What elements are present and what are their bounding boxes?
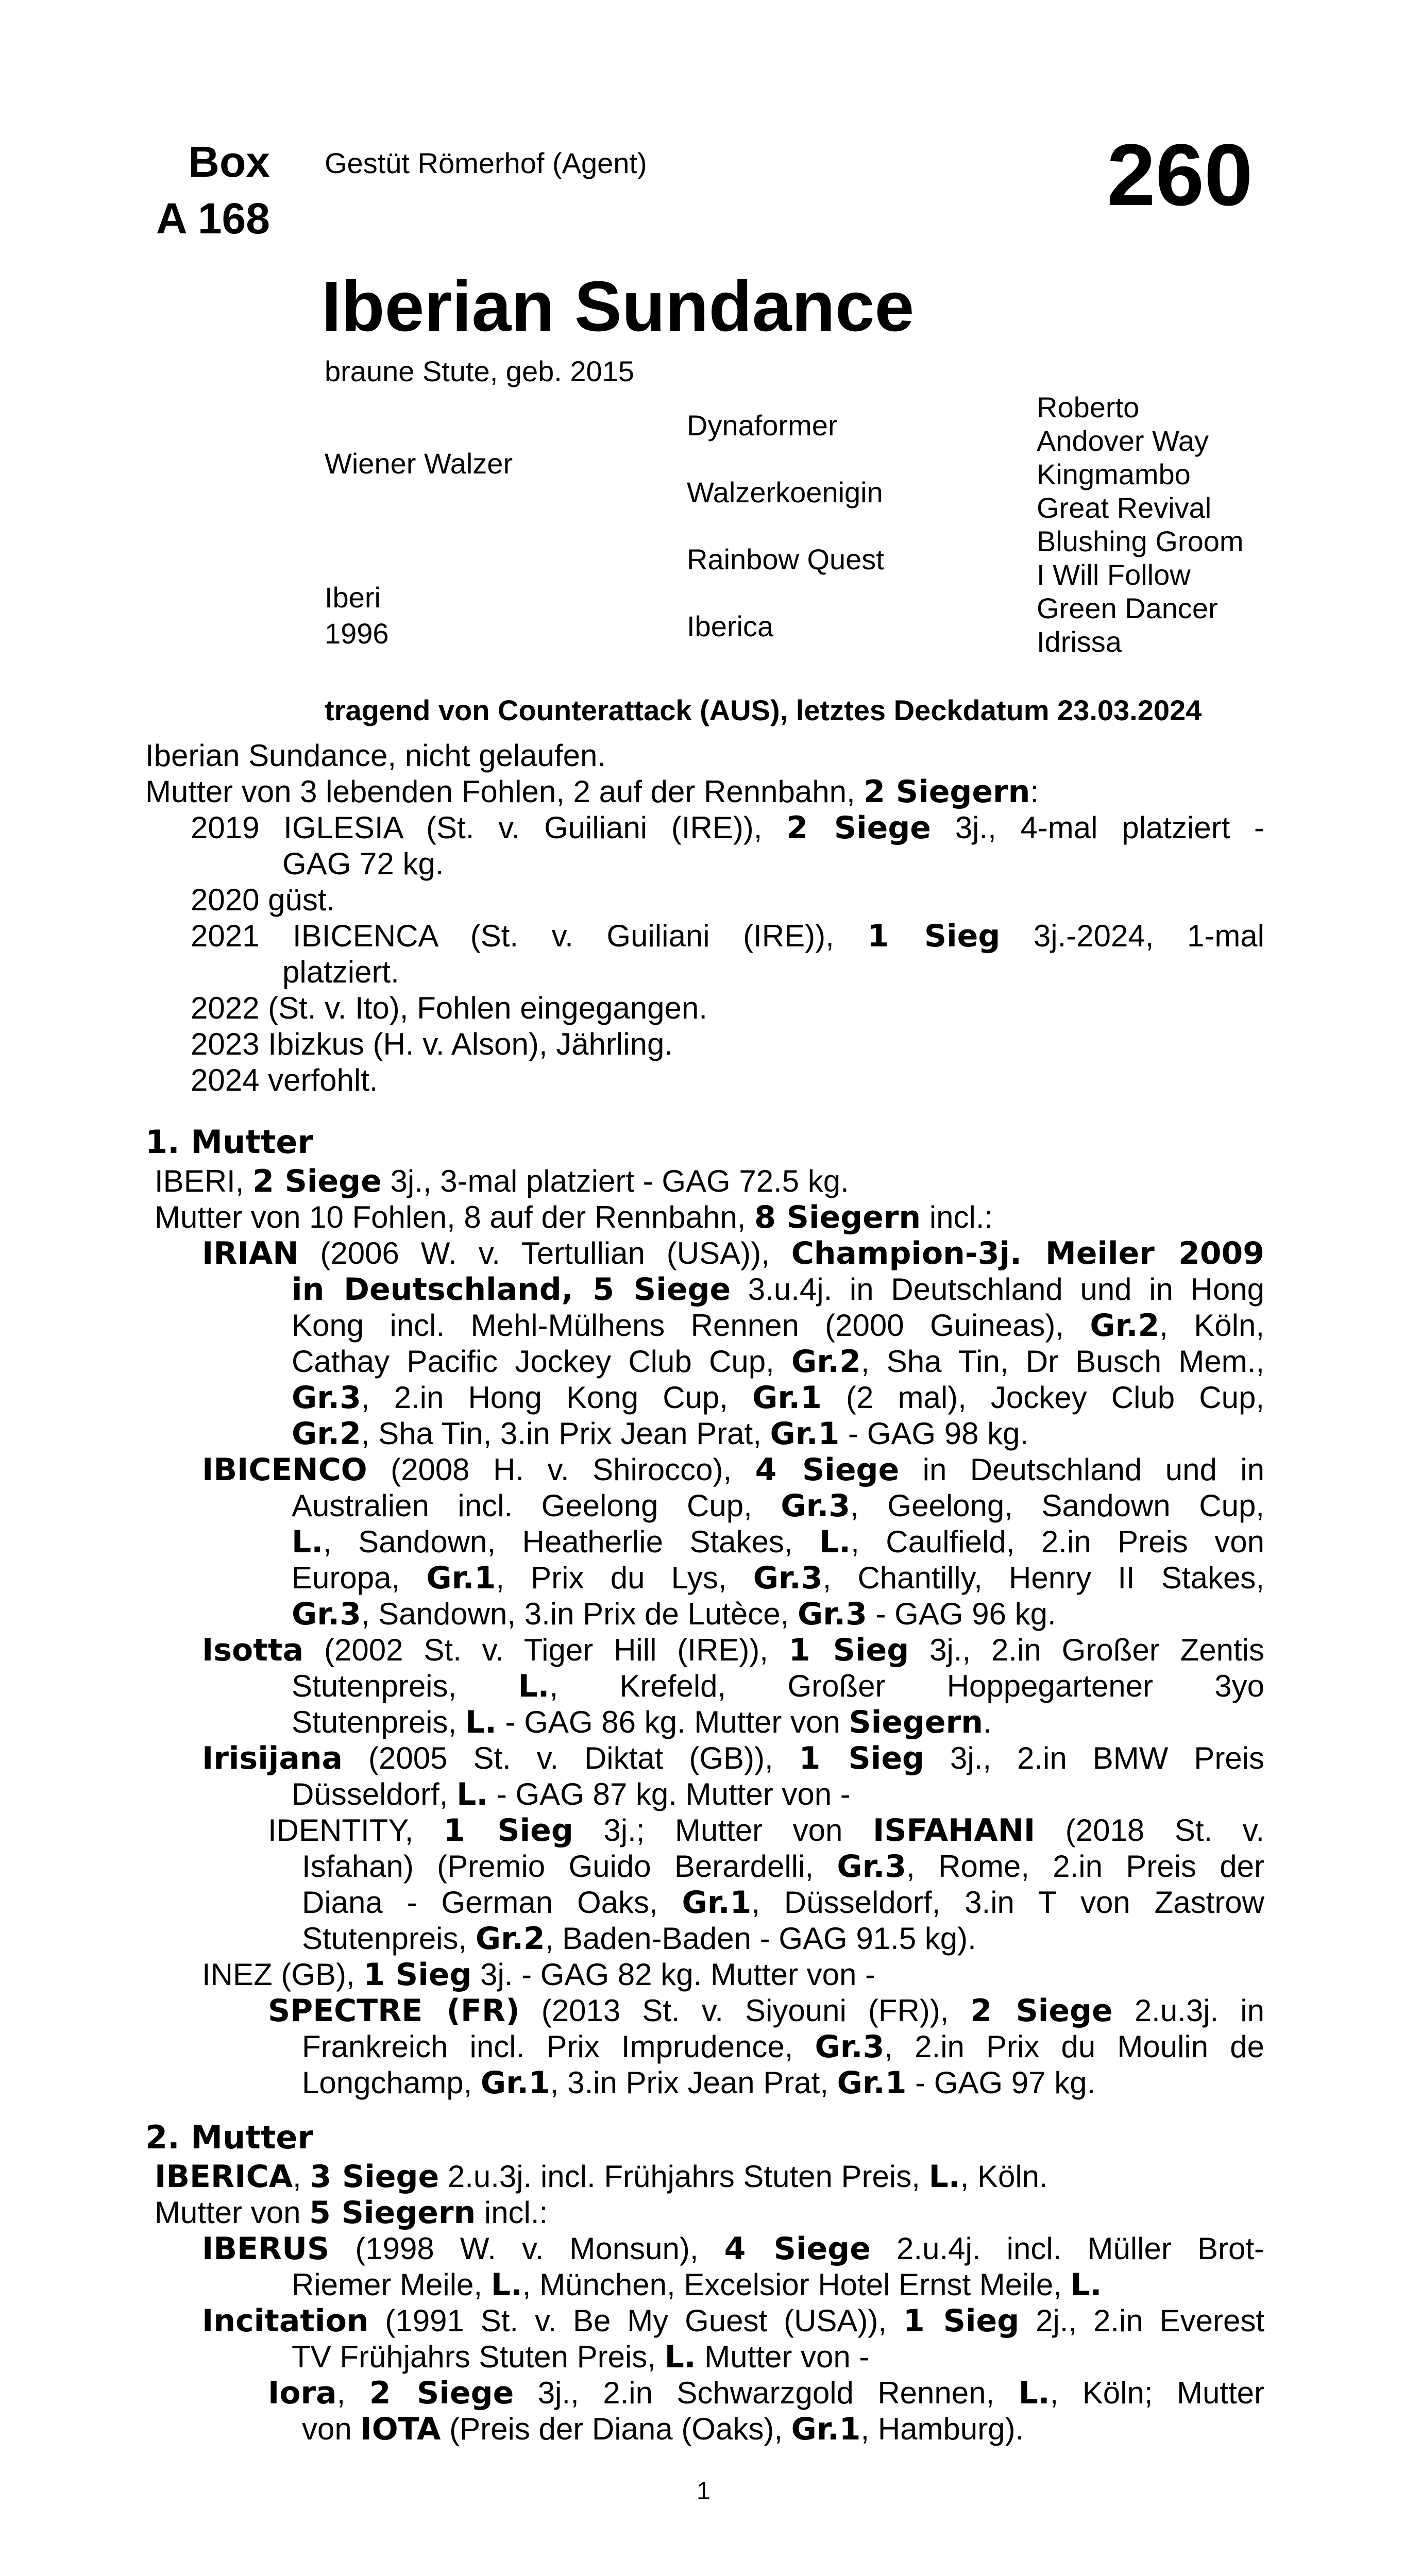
t: Gr.3 [753, 1560, 823, 1596]
t: Australien incl. Geelong Cup, [292, 1488, 781, 1523]
pedigree-dam-year: 1996 [325, 617, 389, 650]
t: IBICENCO [202, 1452, 367, 1488]
t: 2j., 2.in Everest [1019, 2303, 1264, 2338]
ibicenco-line-5 [292, 1596, 1056, 1632]
irian-line-6 [292, 1416, 1028, 1452]
incitation-line-2 [292, 2339, 869, 2375]
t: ISFAHANI [872, 1812, 1036, 1849]
t: - GAG 96 kg. [867, 1597, 1056, 1631]
t: L. [292, 1524, 324, 1560]
offspring-2019-cont: GAG 72 kg. [282, 846, 444, 881]
t: 8 Siegern [754, 1199, 921, 1235]
pedigree-g7: Green Dancer [1037, 592, 1218, 624]
t: Gr.2 [292, 1416, 361, 1452]
t: Gr.2 [1090, 1308, 1160, 1344]
t: Stutenpreis, [292, 1705, 465, 1739]
t: Gr.1 [770, 1416, 840, 1452]
t: , Düsseldorf, 3.in T von Zastrow [751, 1885, 1265, 1920]
t: : [1030, 774, 1039, 809]
t: Mutter von 3 lebenden Fohlen, 2 auf der Rennbahn, [145, 774, 864, 809]
t: in Deutschland, 5 Siege [292, 1272, 731, 1308]
t: (1991 St. v. Be My Guest (USA)), [368, 2303, 903, 2338]
t: , Caulfield, 2.in Preis von [851, 1524, 1264, 1559]
t: IDENTITY, [268, 1813, 444, 1848]
t: , München, Excelsior Hotel Ernst Meile, [522, 2267, 1071, 2302]
record-offspring [145, 774, 1039, 810]
t: 2.u.3j. incl. Frühjahrs Stuten Preis, [439, 2159, 929, 2194]
lot-number: 260 [1107, 126, 1253, 224]
t: L. [465, 1704, 497, 1740]
iora-line-1 [268, 2375, 1264, 2411]
t: Gr.3 [781, 1488, 851, 1524]
spectre-line-1 [268, 1993, 1264, 2029]
isotta-line-2 [292, 1668, 1264, 1704]
t: 3j., 2.in Schwarzgold Rennen, [514, 2376, 1019, 2410]
offspring-2024: 2024 verfohlt. [191, 1063, 378, 1097]
t: Mutter von - [696, 2340, 870, 2374]
t: 4 Siege [724, 2231, 871, 2267]
t: Mutter von [155, 2195, 310, 2230]
second-dam-record [155, 2159, 1048, 2195]
t: IOTA [360, 2411, 441, 2447]
pedigree-dam: Iberi [325, 581, 381, 614]
t: Frankreich incl. Prix Imprudence, [302, 2029, 815, 2064]
t: L. [819, 1524, 851, 1560]
t: Gr.1 [426, 1560, 496, 1596]
t: L. [518, 1668, 550, 1704]
t: 2019 IGLESIA (St. v. Guiliani (IRE)), [191, 810, 787, 845]
t: 2 Siege [786, 810, 931, 846]
pedigree-dam-dam: Iberica [687, 610, 774, 642]
t: 1 Sieg [903, 2303, 1020, 2339]
t: 2.u.3j. in [1112, 1993, 1264, 2028]
pedigree-g8: Idrissa [1037, 625, 1122, 658]
t: , [336, 2376, 369, 2410]
t: , Köln. [960, 2159, 1048, 2194]
identity-line-3 [302, 1885, 1264, 1921]
t: Longchamp, [302, 2065, 481, 2100]
offspring-2019 [191, 810, 1264, 846]
t: . [983, 1705, 992, 1739]
t: in Deutschland und in [899, 1452, 1264, 1487]
t: Cathay Pacific Jockey Club Cup, [292, 1344, 791, 1379]
isotta-line-1 [202, 1632, 1264, 1668]
t: , Sandown, 3.in Prix de Lutèce, [361, 1597, 798, 1631]
iberus-line-1 [202, 2231, 1264, 2267]
t: IBERICA [155, 2159, 293, 2195]
pedigree-g4: Great Revival [1037, 492, 1212, 524]
t: Gr.1 [837, 2065, 907, 2101]
t: , Sha Tin, 3.in Prix Jean Prat, [361, 1416, 770, 1451]
spectre-line-2 [302, 2029, 1264, 2065]
irian-line-5 [292, 1380, 1264, 1416]
t: (2013 St. v. Siyouni (FR)), [519, 1993, 971, 2028]
page-number: 1 [697, 2478, 711, 2505]
t: 2 Siege [369, 2375, 514, 2411]
t: Gr.2 [475, 1921, 545, 1957]
incitation-line-1 [202, 2303, 1264, 2339]
t: 1 Sieg [443, 1812, 573, 1849]
irian-line-3 [292, 1308, 1264, 1344]
t: 2 Siege [970, 1993, 1113, 2029]
pedigree-sire-dam: Walzerkoenigin [687, 476, 883, 509]
t: 5 Siegern [309, 2195, 476, 2231]
pedigree-sire: Wiener Walzer [325, 447, 513, 480]
dam-record [155, 1163, 849, 1199]
t: L. [490, 2267, 522, 2303]
ibicenco-line-3 [292, 1524, 1264, 1560]
t: Isfahan) (Premio Guido Berardelli, [302, 1849, 837, 1884]
t: Isotta [202, 1632, 304, 1668]
pedigree-sire-sire: Dynaformer [687, 409, 838, 442]
offspring-2023: 2023 Ibizkus (H. v. Alson), Jährling. [191, 1027, 673, 1061]
t: 3.u.4j. in Deutschland und in Hong [731, 1272, 1264, 1307]
horse-name: Iberian Sundance [322, 267, 915, 346]
t: Stutenpreis, [302, 1921, 476, 1956]
pedigree-g6: I Will Follow [1037, 558, 1191, 591]
t: 4 Siege [755, 1452, 900, 1488]
t: 3j. - GAG 82 kg. Mutter von - [471, 1957, 876, 1992]
t: , 2.in Hong Kong Cup, [361, 1380, 753, 1415]
box-label: Box [188, 138, 270, 186]
t: 3j., 2.in BMW Preis [924, 1741, 1264, 1775]
pedigree-g1: Roberto [1037, 391, 1140, 423]
t: 3j., 4-mal platziert - [931, 810, 1264, 845]
pedigree-dam-sire: Rainbow Quest [687, 543, 884, 575]
pedigree-g2: Andover Way [1037, 425, 1209, 457]
t: L. [664, 2339, 696, 2375]
t: , 2.in Prix du Moulin de [884, 2029, 1264, 2064]
irisijana-line-1 [202, 1740, 1264, 1776]
t: - GAG 97 kg. [906, 2065, 1096, 2100]
t: Iora [268, 2375, 337, 2411]
t: Diana - German Oaks, [302, 1885, 682, 1920]
t: Gr.1 [480, 2065, 550, 2101]
pedigree-g3: Kingmambo [1037, 458, 1191, 490]
t: , [293, 2159, 310, 2194]
ibicenco-line-4 [292, 1560, 1264, 1596]
t: (2002 St. v. Tiger Hill (IRE)), [303, 1633, 789, 1667]
t: 2.u.4j. incl. Müller Brot- [870, 2231, 1264, 2266]
t: SPECTRE (FR) [268, 1993, 520, 2029]
t: incl.: [476, 2195, 548, 2230]
t: Gr.3 [292, 1380, 361, 1416]
t: Gr.1 [752, 1380, 822, 1416]
t: IBERI, [155, 1164, 253, 1198]
t: - GAG 87 kg. Mutter von - [488, 1777, 851, 1811]
irian-line-2 [292, 1272, 1264, 1308]
t: (Preis der Diana (Oaks), [441, 2412, 791, 2446]
section-heading-dam: 1. Mutter [145, 1123, 314, 1161]
t: (2008 H. v. Shirocco), [367, 1452, 755, 1487]
t: 3j., 3-mal platziert - GAG 72.5 kg. [381, 1164, 849, 1198]
t: , Sandown, Heatherlie Stakes, [323, 1524, 820, 1559]
identity-line-1 [268, 1812, 1264, 1849]
t: , Köln, [1159, 1308, 1264, 1343]
ibicenco-line-2 [292, 1488, 1264, 1524]
t: (1998 W. v. Monsun), [329, 2231, 724, 2266]
t: 1 Sieg [799, 1740, 924, 1776]
t: von [302, 2412, 361, 2446]
t: TV Frühjahrs Stuten Preis, [292, 2340, 665, 2374]
t: 3j., 2.in Großer Zentis [909, 1633, 1265, 1667]
offspring-2021 [191, 918, 1264, 954]
t: Irisijana [202, 1740, 343, 1776]
section-heading-second-dam: 2. Mutter [145, 2119, 314, 2156]
covering-note: tragend von Counterattack (AUS), letztes Deckdatum 23.03.2024 [325, 694, 1202, 726]
t: L. [456, 1776, 488, 1812]
t: Gr.3 [292, 1596, 361, 1632]
t: INEZ (GB), [202, 1957, 364, 1992]
t: Kong incl. Mehl-Mülhens Rennen (2000 Guineas), [292, 1308, 1090, 1343]
t: - GAG 98 kg. [839, 1416, 1029, 1451]
t: 2021 IBICENCA (St. v. Guiliani (IRE)), [191, 919, 868, 953]
t: , Chantilly, Henry II Stakes, [822, 1561, 1264, 1595]
identity-line-2 [302, 1849, 1264, 1885]
t: L. [928, 2159, 960, 2195]
t: Europa, [292, 1561, 427, 1595]
t: incl.: [921, 1200, 993, 1234]
t: 2 Siegern [864, 774, 1030, 810]
t: , Geelong, Sandown Cup, [850, 1488, 1264, 1523]
t: 2 Siege [252, 1163, 382, 1199]
t: 1 Sieg [788, 1632, 909, 1668]
identity-line-4 [302, 1921, 976, 1957]
box-number: A 168 [156, 194, 270, 243]
t: Stutenpreis, [292, 1669, 518, 1703]
t: Gr.3 [837, 1849, 907, 1885]
t: , Sha Tin, Dr Busch Mem., [860, 1344, 1264, 1379]
irian-line-4 [292, 1344, 1264, 1380]
t: Gr.1 [791, 2411, 861, 2447]
t: Düsseldorf, [292, 1777, 457, 1811]
dam-produce [155, 1199, 993, 1235]
t: Riemer Meile, [292, 2267, 491, 2302]
t: 1 Sieg [363, 1957, 472, 1993]
t: Gr.2 [791, 1344, 861, 1380]
t: , Rome, 2.in Preis der [906, 1849, 1264, 1884]
t: 3j.; Mutter von [573, 1813, 873, 1848]
t: (2006 W. v. Tertullian (USA)), [298, 1236, 791, 1270]
irisijana-line-2 [292, 1776, 851, 1812]
second-dam-produce [155, 2195, 548, 2231]
t: Siegern [849, 1704, 983, 1740]
pedigree-gen3 [1037, 391, 1244, 658]
t: - GAG 86 kg. Mutter von [496, 1705, 849, 1739]
record-intro: Iberian Sundance, nicht gelaufen. [145, 738, 606, 773]
ibicenco-line-1 [202, 1452, 1264, 1488]
offspring-2022: 2022 (St. v. Ito), Fohlen eingegangen. [191, 991, 707, 1025]
consignor: Gestüt Römerhof (Agent) [325, 147, 647, 179]
horse-description: braune Stute, geb. 2015 [325, 355, 634, 387]
t: 3 Siege [310, 2159, 439, 2195]
spectre-line-3 [302, 2065, 1095, 2101]
t: IRIAN [202, 1235, 299, 1272]
isotta-line-3 [292, 1704, 992, 1740]
t: (2 mal), Jockey Club Cup, [821, 1380, 1264, 1415]
pedigree-g5: Blushing Groom [1037, 525, 1244, 557]
offspring-2020: 2020 güst. [191, 883, 335, 917]
t: Gr.3 [798, 1596, 867, 1632]
t: , Köln; Mutter [1050, 2376, 1265, 2410]
t: L. [1070, 2267, 1102, 2303]
t: IBERUS [202, 2231, 330, 2267]
iora-line-2 [302, 2411, 1024, 2447]
t: , Baden-Baden - GAG 91.5 kg). [545, 1921, 976, 1956]
irian-line-1 [202, 1235, 1264, 1272]
t: Mutter von 10 Fohlen, 8 auf der Rennbahn, [155, 1200, 755, 1234]
t: Incitation [202, 2303, 369, 2339]
t: L. [1018, 2375, 1050, 2411]
iberus-line-2 [292, 2267, 1102, 2303]
inez-line-1 [202, 1957, 875, 1993]
t: Gr.3 [815, 2029, 885, 2065]
t: , Prix du Lys, [496, 1561, 753, 1595]
t: 3j.-2024, 1-mal [1000, 919, 1265, 953]
offspring-2021-cont: platziert. [282, 955, 399, 989]
t: (2005 St. v. Diktat (GB)), [343, 1741, 799, 1775]
t: , Hamburg). [860, 2412, 1024, 2446]
t: Gr.1 [682, 1885, 752, 1921]
t: (2018 St. v. [1035, 1813, 1265, 1848]
t: 1 Sieg [867, 918, 1001, 954]
t: Champion-3j. Meiler 2009 [791, 1235, 1264, 1272]
t: , 3.in Prix Jean Prat, [550, 2065, 837, 2100]
t: , Krefeld, Großer Hoppegartener 3yo [549, 1669, 1265, 1703]
